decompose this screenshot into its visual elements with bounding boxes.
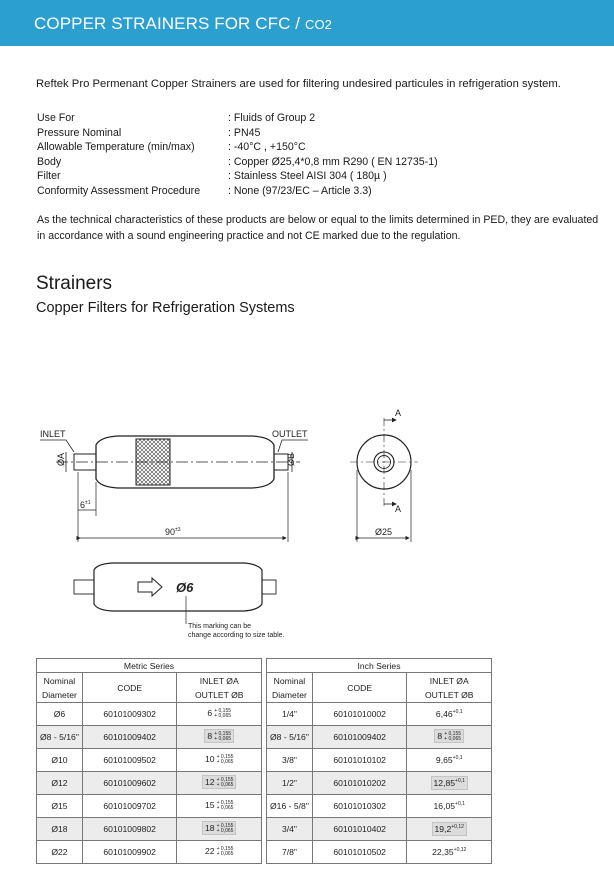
table-cell: + 0,155 [444, 730, 462, 737]
inch-col-code: CODE [312, 673, 407, 703]
spec-label: Body [37, 155, 62, 168]
table-row [267, 703, 492, 726]
table-cell: 60101009502 [82, 749, 177, 772]
table-cell: Ø15 [37, 795, 83, 818]
table-cell [407, 726, 492, 749]
table-cell [407, 795, 492, 818]
table-cell: +0,1 [455, 801, 465, 808]
spec-label: Pressure Nominal [37, 126, 122, 139]
dim-90-label: $90^{\pm 3}$ [165, 527, 181, 537]
title-text: COPPER STRAINERS FOR CFC [34, 14, 291, 33]
table-cell: OUTLET ØB [194, 689, 244, 700]
flow-arrow-icon [138, 578, 162, 596]
table-cell: +0,12 [451, 824, 464, 831]
table-row [37, 795, 262, 818]
table-cell [434, 729, 464, 743]
table-cell [202, 821, 236, 835]
table-row [267, 749, 492, 772]
table-cell: OUTLET ØB [424, 689, 474, 700]
table-cell: 60101009702 [82, 795, 177, 818]
table-cell: +0,1 [452, 709, 463, 716]
table-cell: 60101010102 [312, 749, 407, 772]
table-cell: INLET ØA [429, 675, 469, 686]
table-cell: Nominal [273, 675, 306, 686]
table-cell: 8 [437, 731, 443, 742]
table-cell: 12,85 [433, 778, 456, 788]
table-cell [432, 822, 467, 836]
page-title [34, 14, 332, 34]
table-cell: Diameter [272, 689, 307, 700]
table-row [37, 749, 262, 772]
table-cell [407, 841, 492, 864]
table-cell: 60101010202 [312, 772, 407, 795]
spec-value: : -40°C , +150°C [228, 141, 306, 154]
table-cell: 60101009802 [82, 818, 177, 841]
table-cell: 60101010402 [312, 818, 407, 841]
table-cell: Nominal [43, 675, 76, 686]
table-row [37, 772, 262, 795]
inch-title: Inch Series [267, 659, 492, 673]
table-cell [177, 749, 262, 772]
table-row [37, 818, 262, 841]
table-cell: Ø8 - 5/16" [267, 726, 313, 749]
table-row [37, 726, 262, 749]
table-cell: 6,46 [435, 709, 453, 719]
table-cell: 60101010502 [312, 841, 407, 864]
dia-25-label: Ø25 [375, 527, 393, 537]
table-cell [202, 775, 236, 789]
spec-value: : Fluids of Group 2 [228, 112, 316, 124]
table-cell [217, 801, 234, 812]
section-title: Strainers [36, 273, 113, 294]
table-row [267, 818, 492, 841]
dia-a-label: ØA [56, 452, 66, 466]
metric-col-inout [177, 673, 262, 703]
mark-outlet-tube [262, 580, 276, 594]
end-view [350, 418, 418, 542]
marking-view [74, 563, 276, 624]
metric-col-nominal [37, 673, 83, 703]
intro-text: Reftek Pro Permenant Copper Strainers are used for filtering undesired particules in refrigeration system. [36, 78, 561, 90]
table-cell [177, 772, 262, 795]
table-cell: 60101010002 [312, 703, 407, 726]
table-cell: + 0,155 [216, 845, 234, 852]
table-cell: 16,05 [433, 801, 456, 811]
table-row [267, 841, 492, 864]
table-cell: + 0,155 [216, 822, 234, 829]
table-cell [217, 824, 234, 835]
table-cell [177, 818, 262, 841]
note-line-2: change according to size table. [188, 632, 285, 639]
table-cell: + 0,065 [216, 782, 234, 789]
table-cell: Diameter [42, 689, 77, 700]
table-row [267, 772, 492, 795]
table-cell [217, 778, 234, 789]
table-cell: 1/4" [267, 703, 313, 726]
table-cell [217, 755, 234, 766]
table-cell: 1/2" [267, 772, 313, 795]
table-cell [177, 726, 262, 749]
table-cell: 7/8" [267, 841, 313, 864]
table-cell: + 0,155 [216, 799, 234, 806]
table-cell: +0,1 [452, 755, 463, 762]
table-cell [407, 703, 492, 726]
inlet-leader [40, 440, 74, 452]
table-cell: + 0,065 [444, 736, 462, 743]
table-cell: Ø12 [37, 772, 83, 795]
table-cell: + 0,065 [216, 828, 234, 835]
marking-label: Ø6 [176, 580, 194, 595]
table-cell: + 0,155 [216, 776, 234, 783]
table-cell: 60101009402 [82, 726, 177, 749]
table-cell: Ø8 - 5/16" [37, 726, 83, 749]
table-cell: 6 [207, 708, 213, 719]
table-cell [407, 772, 492, 795]
table-cell: 8 [207, 731, 213, 742]
table-cell: Ø16 - 5/8" [267, 795, 313, 818]
spec-value: : Copper Ø25,4*0,8 mm R290 ( EN 12735-1) [228, 155, 438, 168]
section-a-label-top: A [395, 408, 402, 418]
inch-col-nominal [267, 673, 313, 703]
section-a-label-bottom: A [395, 504, 402, 514]
table-cell: 60101009402 [312, 726, 407, 749]
table-cell: + 0,155 [216, 753, 234, 760]
header-bar [0, 0, 614, 46]
table-cell: Ø18 [37, 818, 83, 841]
table-cell [407, 818, 492, 841]
mark-inlet-tube [74, 580, 94, 594]
ped-note-line-2: in accordance with a sound engineering practice and not CE marked due to the regulation. [37, 230, 461, 242]
table-cell: + 0,065 [214, 736, 232, 743]
table-cell: 18 [205, 823, 215, 834]
outlet-leader [278, 440, 308, 452]
table-cell [431, 776, 468, 790]
table-cell: Ø10 [37, 749, 83, 772]
table-row [267, 795, 492, 818]
table-cell: INLET ØA [199, 675, 239, 686]
table-cell [204, 729, 234, 743]
table-cell: 15 [205, 800, 215, 811]
table-cell: + 0,065 [216, 851, 234, 858]
table-cell: 22,35 [432, 847, 454, 857]
outlet-label: OUTLET [272, 429, 308, 439]
table-cell: + 0,065 [214, 713, 232, 720]
table-cell: 10 [205, 754, 215, 765]
section-subtitle: Copper Filters for Refrigeration Systems [36, 300, 295, 316]
table-cell: 3/4" [267, 818, 313, 841]
metric-series-table [36, 658, 262, 864]
dim-6-label: $6^{\pm 1}$ [80, 500, 91, 510]
table-cell: + 0,065 [216, 759, 234, 766]
table-cell: 12 [205, 777, 215, 788]
table-cell [407, 749, 492, 772]
inch-col-inout [407, 673, 492, 703]
note-line-1: This marking can be [188, 623, 252, 630]
title-co2: CO2 [304, 17, 332, 32]
table-cell: 60101009302 [82, 703, 177, 726]
table-cell [444, 732, 461, 743]
table-cell: + 0,155 [214, 730, 232, 737]
table-cell: + 0,065 [216, 805, 234, 812]
spec-value: : PN45 [228, 126, 261, 139]
table-cell: 19,2 [434, 824, 452, 834]
inlet-label: INLET [40, 429, 66, 439]
table-cell: +0,12 [453, 847, 467, 854]
table-cell: 60101009602 [82, 772, 177, 795]
table-cell: 22 [205, 846, 215, 857]
ped-note [37, 212, 614, 244]
spec-label: Allowable Temperature (min/max) [37, 141, 195, 154]
table-cell: Ø22 [37, 841, 83, 864]
table-cell: + 0,155 [214, 707, 232, 714]
spec-label: Conformity Assessment Procedure [37, 184, 201, 197]
table-cell: 9,65 [435, 755, 453, 765]
metric-title: Metric Series [37, 659, 262, 673]
ped-note-line-1: As the technical characteristics of these products are below or equal to the limits determined in PED, they are evaluated [37, 214, 599, 226]
table-cell [177, 703, 262, 726]
table-cell: +0,1 [455, 778, 465, 785]
table-cell: 3/8" [267, 749, 313, 772]
technical-drawing [0, 330, 614, 650]
table-cell: 60101010302 [312, 795, 407, 818]
table-row [37, 703, 262, 726]
spec-label: Use For [37, 112, 75, 124]
table-cell [177, 841, 262, 864]
metric-col-code: CODE [82, 673, 177, 703]
table-cell [214, 709, 231, 720]
table-row [267, 726, 492, 749]
dia-b-label: ØB [286, 452, 296, 466]
table-cell [214, 732, 231, 743]
table-cell [217, 847, 234, 858]
title-slash: / [290, 14, 305, 33]
spec-label: Filter [37, 170, 61, 183]
table-cell [177, 795, 262, 818]
inch-series-table [266, 658, 492, 864]
table-cell: Ø6 [37, 703, 83, 726]
spec-value: : None (97/23/EC – Article 3.3) [228, 184, 372, 197]
table-cell: 60101009902 [82, 841, 177, 864]
table-row [37, 841, 262, 864]
spec-value: : Stainless Steel AISI 304 ( 180µ ) [228, 170, 387, 183]
